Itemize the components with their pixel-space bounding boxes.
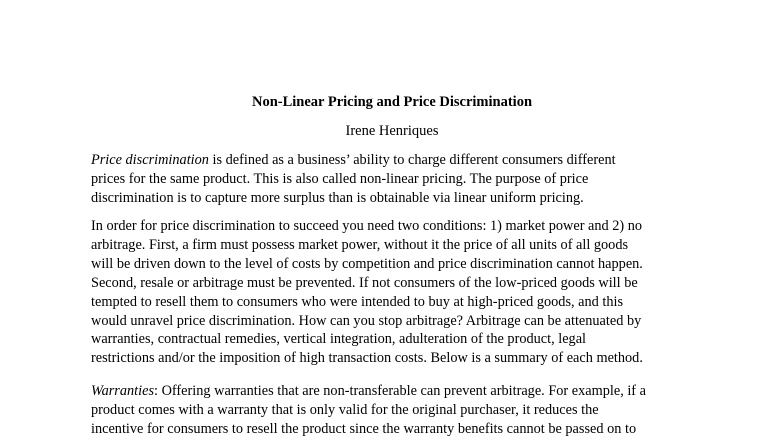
paragraph-line: In order for price discrimination to succeed you need two conditions: 1) market power and 2) no: [91, 218, 643, 234]
document-author: Irene Henriques: [345, 123, 439, 139]
line-text: : Offering warranties that are non-transferable can prevent arbitrage. For example, if a: [154, 383, 646, 399]
paragraph-price-discrimination-definition: [91, 151, 711, 208]
paragraph-line: warranties, contractual remedies, vertical integration, adulteration of the product, legal: [91, 331, 587, 348]
paragraph-line: restrictions and/or the imposition of high transaction costs. Below is a summary of each method.: [91, 350, 643, 367]
paragraph-line: product comes with a warranty that is only valid for the original purchaser, it reduces the: [91, 401, 599, 418]
paragraph-line: discrimination is to capture more surplus than is obtainable via linear uniform pricing.: [91, 189, 584, 206]
paragraph-line: [91, 151, 711, 170]
paragraph-line: incentive for consumers to resell the product since the warranty benefits cannot be passed on to: [91, 420, 637, 437]
paragraph-line: tempted to resell them to consumers who were intended to buy at high-priced goods, and this: [91, 293, 624, 310]
paragraph-warranties: [91, 382, 711, 439]
paragraph-line: Second, resale or arbitrage must be prevented. If not consumers of the low-priced goods will be: [91, 274, 638, 291]
paragraph-line: arbitrage. First, a firm must possess market power, without it the price of all units of all goods: [91, 236, 629, 253]
paragraph-line: prices for the same product. This is also called non-linear pricing. The purpose of price: [91, 170, 589, 187]
paragraph-line: will be driven down to the level of costs by competition and price discrimination cannot happen.: [91, 255, 643, 272]
line-text: is defined as a business’ ability to charge different consumers different: [208, 152, 616, 168]
italic-term: Warranties: [91, 383, 155, 399]
document-title: Non-Linear Pricing and Price Discrimination: [251, 94, 533, 110]
italic-term: Price discrimination: [91, 152, 209, 168]
paragraph-conditions: [91, 217, 711, 368]
paragraph-line: [91, 382, 711, 401]
paragraph-line: would unravel price discrimination. How can you stop arbitrage? Arbitrage can be attenuated by: [91, 312, 642, 329]
